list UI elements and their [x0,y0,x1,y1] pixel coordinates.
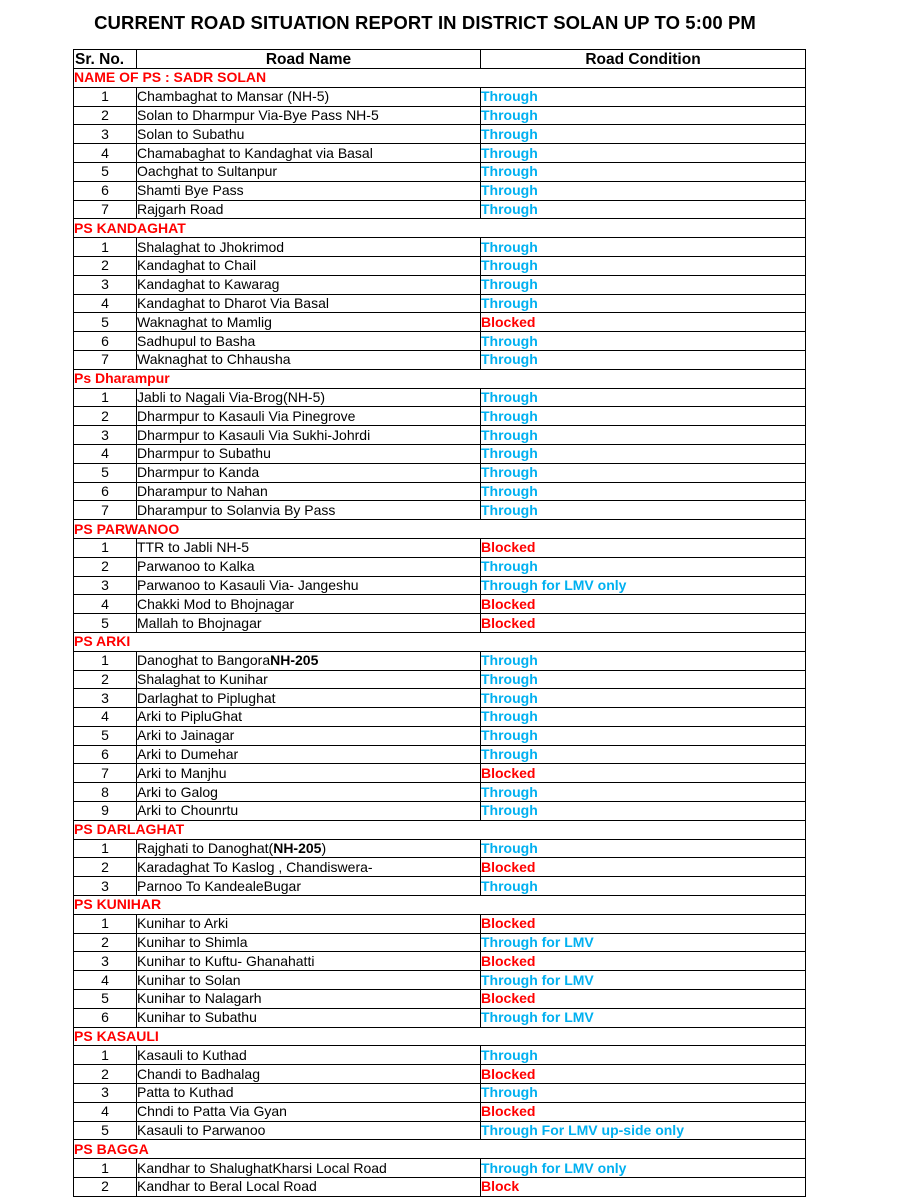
road-name [137,275,481,294]
road-condition: Through [481,802,806,821]
road-condition: Through For LMV up-side only [481,1121,806,1140]
road-name [137,482,481,501]
road-name-text: Chakki Mod to Bhojnagar [137,595,295,612]
road-name [137,614,481,633]
header-road-name: Road Name [137,50,481,69]
table-row [74,1178,806,1197]
road-name-text: Arki to PipluGhat [137,708,243,725]
serial-number: 5 [74,614,137,633]
police-station-name: PS PARWANOO [74,520,806,539]
road-name-text: Kunihar to Arki [137,915,229,932]
road-name [137,933,481,952]
serial-number: 6 [74,332,137,351]
road-name-text: Waknaghat to Chhausha [137,351,291,368]
road-name [137,144,481,163]
serial-number: 9 [74,802,137,821]
serial-number: 3 [74,125,137,144]
road-name [137,576,481,595]
table-row [74,971,806,990]
road-name-text: Dharmpur to Kanda [137,464,260,481]
road-condition: Through [481,125,806,144]
table-row [74,764,806,783]
road-condition: Blocked [481,914,806,933]
road-condition: Through [481,482,806,501]
road-name-text: Kunihar to Shimla [137,934,248,951]
road-name-text: Mallah to Bhojnagar [137,614,262,631]
road-condition: Through [481,256,806,275]
table-row [74,708,806,727]
table-row [74,914,806,933]
road-name [137,181,481,200]
road-name [137,444,481,463]
road-condition: Through [481,877,806,896]
police-station-row [74,69,806,88]
road-name-text: Parwanoo to Kalka [137,558,255,575]
road-name-suffix: ) [321,840,327,857]
road-name-text: Shalaghat to Kunihar [137,670,268,687]
road-name [137,557,481,576]
road-condition: Through [481,726,806,745]
road-condition: Through [481,350,806,369]
road-condition: Through [481,162,806,181]
police-station-row [74,369,806,388]
road-name [137,256,481,275]
road-name-text: Chamabaghat to Kandaghat via Basal [137,144,373,161]
table-row [74,990,806,1009]
road-name-text: Kunihar to Solan [137,971,241,988]
road-name-text: Solan to Dharmpur Via-Bye Pass NH-5 [137,106,379,123]
road-situation-table [73,49,806,1197]
table-row [74,689,806,708]
road-name-text: TTR to Jabli NH-5 [137,539,250,556]
road-condition: Through [481,689,806,708]
road-condition: Blocked [481,952,806,971]
road-condition: Blocked [481,614,806,633]
serial-number: 6 [74,1008,137,1027]
road-name [137,726,481,745]
table-row [74,557,806,576]
road-condition: Through [481,670,806,689]
road-condition: Through [481,1084,806,1103]
table-row [74,1008,806,1027]
road-name-text: Kandaghat to Kawarag [137,276,280,293]
road-condition: Blocked [481,764,806,783]
road-condition: Blocked [481,990,806,1009]
table-row [74,802,806,821]
table-row [74,238,806,257]
table-row [74,538,806,557]
police-station-name: PS KUNIHAR [74,896,806,915]
road-name-text: Arki to Jainagar [137,727,235,744]
road-name [137,1065,481,1084]
road-condition: Through [481,332,806,351]
serial-number: 4 [74,144,137,163]
serial-number: 2 [74,557,137,576]
serial-number: 3 [74,576,137,595]
road-name [137,350,481,369]
serial-number: 1 [74,1046,137,1065]
serial-number: 5 [74,1121,137,1140]
road-name [137,952,481,971]
road-name [137,595,481,614]
road-condition: Through [481,463,806,482]
road-name-text: Solan to Subathu [137,125,245,142]
serial-number: 3 [74,952,137,971]
serial-number: 1 [74,914,137,933]
road-condition: Through [481,557,806,576]
road-name-text: Kandaghat to Chail [137,257,257,274]
table-row [74,576,806,595]
road-name-text: Arki to Manjhu [137,764,227,781]
table-row [74,1084,806,1103]
serial-number: 2 [74,407,137,426]
road-condition: Through [481,444,806,463]
serial-number: 7 [74,350,137,369]
table-row [74,200,806,219]
serial-number: 2 [74,670,137,689]
table-row [74,783,806,802]
road-name-text: Dharmpur to Kasauli Via Pinegrove [137,407,356,424]
table-row [74,313,806,332]
table-row [74,858,806,877]
road-condition: Through [481,181,806,200]
road-name [137,745,481,764]
road-name-text: Kasauli to Parwanoo [137,1122,266,1139]
table-row [74,181,806,200]
road-name [137,1159,481,1178]
road-condition: Through for LMV only [481,1159,806,1178]
road-name-text: Kunihar to Nalagarh [137,990,262,1007]
road-condition: Through [481,144,806,163]
road-name-text: Patta to Kuthad [137,1084,234,1101]
road-name-text: Kunihar to Kuftu- Ghanahatti [137,952,315,969]
road-name [137,1046,481,1065]
road-name [137,651,481,670]
serial-number: 3 [74,426,137,445]
road-condition: Through [481,745,806,764]
road-name-text: Dharmpur to Kasauli Via Sukhi-Johrdi [137,426,371,443]
road-condition: Blocked [481,595,806,614]
road-condition: Through [481,839,806,858]
road-name [137,106,481,125]
road-name [137,407,481,426]
road-name [137,990,481,1009]
police-station-row [74,520,806,539]
police-station-row [74,1140,806,1159]
road-name-text: Jabli to Nagali Via-Brog(NH-5) [137,388,326,405]
police-station-row [74,632,806,651]
serial-number: 6 [74,745,137,764]
serial-number: 3 [74,689,137,708]
serial-number: 2 [74,1178,137,1197]
serial-number: 5 [74,990,137,1009]
road-name-text: Shamti Bye Pass [137,182,244,199]
road-name-text: Waknaghat to Mamlig [137,313,272,330]
road-condition: Through [481,200,806,219]
table-row [74,670,806,689]
road-condition: Through [481,87,806,106]
road-name [137,1121,481,1140]
table-row [74,332,806,351]
police-station-row [74,1027,806,1046]
road-condition: Through for LMV [481,933,806,952]
road-condition: Through [481,407,806,426]
serial-number: 7 [74,501,137,520]
road-name-text: Chambaghat to Mansar (NH-5) [137,88,330,105]
road-condition: Through for LMV only [481,576,806,595]
road-name [137,200,481,219]
table-row [74,933,806,952]
table-row [74,388,806,407]
road-name-text: Arki to Dumehar [137,746,239,763]
police-station-row [74,896,806,915]
road-name [137,1008,481,1027]
table-row [74,1159,806,1178]
header-sr-no: Sr. No. [74,50,137,69]
road-condition: Through [481,388,806,407]
road-name-text: Parwanoo to Kasauli Via- Jangeshu [137,576,359,593]
road-name [137,764,481,783]
table-row [74,501,806,520]
serial-number: 1 [74,839,137,858]
road-condition: Block [481,1178,806,1197]
table-row [74,463,806,482]
road-condition: Blocked [481,1065,806,1084]
table-row [74,350,806,369]
table-row [74,651,806,670]
road-name [137,839,481,858]
road-name [137,670,481,689]
road-name-text: Dharampur to Nahan [137,482,268,499]
road-condition: Through [481,294,806,313]
report-title: CURRENT ROAD SITUATION REPORT IN DISTRICT SOLAN UP TO 5:00 PM [94,12,756,33]
road-name-text: Rajghati to Danoghat( [137,840,274,857]
table-row [74,745,806,764]
road-condition: Through [481,426,806,445]
police-station-row [74,820,806,839]
road-name-text: Danoghat to Bangora [137,652,271,669]
serial-number: 5 [74,463,137,482]
road-condition: Through [481,1046,806,1065]
road-name-text: Dharampur to Solanvia By Pass [137,501,336,518]
road-name [137,914,481,933]
road-condition: Through [481,501,806,520]
road-name-text: Oachghat to Sultanpur [137,163,278,180]
serial-number: 4 [74,971,137,990]
road-name-text: Sadhupul to Basha [137,332,256,349]
table-row [74,407,806,426]
serial-number: 4 [74,444,137,463]
table-row [74,1121,806,1140]
serial-number: 2 [74,106,137,125]
road-condition: Through for LMV [481,1008,806,1027]
serial-number: 6 [74,482,137,501]
table-row [74,1102,806,1121]
serial-number: 1 [74,238,137,257]
serial-number: 2 [74,858,137,877]
road-name-text: Parnoo To KandealeBugar [137,877,301,894]
road-name [137,971,481,990]
serial-number: 2 [74,933,137,952]
road-name-text: Kunihar to Subathu [137,1009,257,1026]
serial-number: 8 [74,783,137,802]
road-condition: Through [481,238,806,257]
road-name-text: Chndi to Patta Via Gyan [137,1103,287,1120]
road-name [137,783,481,802]
police-station-name: PS KANDAGHAT [74,219,806,238]
road-condition: Blocked [481,1102,806,1121]
road-condition: Through [481,651,806,670]
serial-number: 4 [74,294,137,313]
table-row [74,426,806,445]
road-name [137,802,481,821]
highway-number: NH-205 [273,840,322,857]
road-name-text: Shalaghat to Jhokrimod [137,238,285,255]
road-name [137,238,481,257]
table-row [74,444,806,463]
road-name-text: Darlaghat to Piplughat [137,689,276,706]
road-name-text: Kasauli to Kuthad [137,1046,247,1063]
police-station-row [74,219,806,238]
serial-number: 1 [74,1159,137,1178]
serial-number: 6 [74,181,137,200]
serial-number: 7 [74,200,137,219]
road-condition: Through [481,106,806,125]
table-row [74,1046,806,1065]
table-row [74,294,806,313]
serial-number: 1 [74,651,137,670]
serial-number: 3 [74,275,137,294]
serial-number: 3 [74,877,137,896]
serial-number: 4 [74,708,137,727]
road-name [137,501,481,520]
road-name [137,708,481,727]
table-row [74,482,806,501]
table-row [74,839,806,858]
road-name [137,332,481,351]
highway-number: NH-205 [270,652,319,669]
road-name [137,294,481,313]
table-row [74,877,806,896]
road-name-text: Arki to Chounrtu [137,802,239,819]
table-row [74,595,806,614]
road-name [137,858,481,877]
serial-number: 5 [74,162,137,181]
road-condition: Through [481,783,806,802]
road-name-text: Rajgarh Road [137,200,224,217]
table-row [74,275,806,294]
road-condition: Blocked [481,858,806,877]
table-row [74,87,806,106]
table-row [74,614,806,633]
serial-number: 4 [74,1102,137,1121]
road-condition: Through [481,275,806,294]
road-name-text: Karadaghat To Kaslog , Chandiswera- [137,858,373,875]
table-row [74,1065,806,1084]
serial-number: 1 [74,388,137,407]
road-name-text: Dharmpur to Subathu [137,445,271,462]
police-station-name: PS KASAULI [74,1027,806,1046]
road-name [137,388,481,407]
road-name [137,162,481,181]
serial-number: 2 [74,1065,137,1084]
table-row [74,952,806,971]
serial-number: 3 [74,1084,137,1103]
road-name-text: Kandhar to Beral Local Road [137,1178,317,1195]
road-name [137,1178,481,1197]
police-station-name: PS ARKI [74,632,806,651]
table-header-row [74,50,806,69]
police-station-name: PS DARLAGHAT [74,820,806,839]
serial-number: 1 [74,87,137,106]
serial-number: 4 [74,595,137,614]
header-road-condition: Road Condition [481,50,806,69]
police-station-name: Ps Dharampur [74,369,806,388]
table-row [74,106,806,125]
serial-number: 1 [74,538,137,557]
road-name [137,87,481,106]
road-name [137,125,481,144]
table-row [74,162,806,181]
road-name-text: Chandi to Badhalag [137,1065,260,1082]
road-name [137,877,481,896]
road-name [137,1102,481,1121]
road-condition: Through for LMV [481,971,806,990]
serial-number: 7 [74,764,137,783]
table-row [74,256,806,275]
serial-number: 2 [74,256,137,275]
serial-number: 5 [74,726,137,745]
road-name [137,1084,481,1103]
road-name [137,689,481,708]
road-condition: Blocked [481,313,806,332]
road-name [137,538,481,557]
road-name-text: Kandhar to ShalughatKharsi Local Road [137,1159,387,1176]
police-station-name: PS BAGGA [74,1140,806,1159]
road-name [137,463,481,482]
road-name-text: Kandaghat to Dharot Via Basal [137,294,329,311]
table-row [74,726,806,745]
table-row [74,144,806,163]
serial-number: 5 [74,313,137,332]
road-name [137,313,481,332]
police-station-name: NAME OF PS : SADR SOLAN [74,69,806,88]
road-name-text: Arki to Galog [137,783,218,800]
road-condition: Blocked [481,538,806,557]
table-row [74,125,806,144]
table-body [74,69,806,1197]
road-condition: Through [481,708,806,727]
road-name [137,426,481,445]
